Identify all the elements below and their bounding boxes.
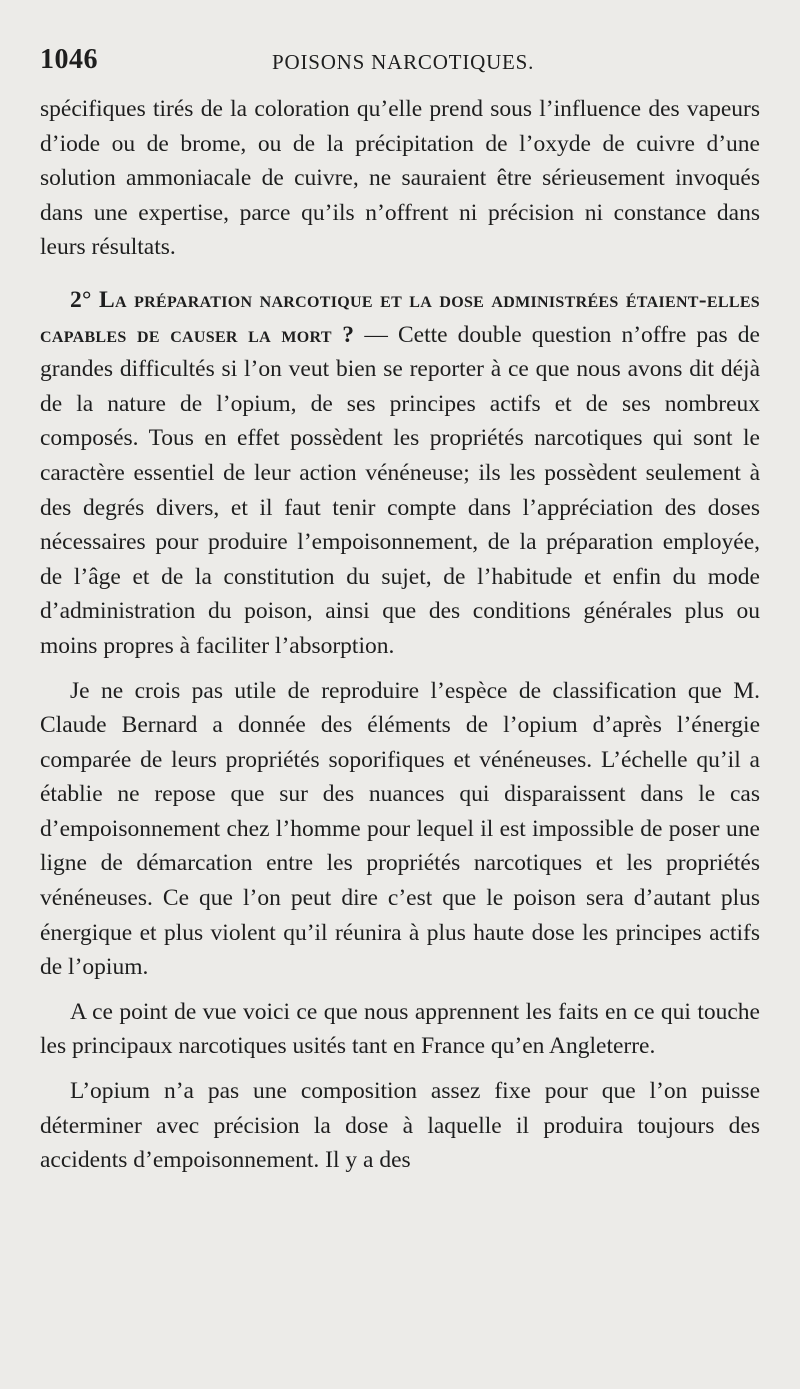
running-header <box>40 34 760 86</box>
paragraph-opium: L’opium n’a pas une composition assez fixe pour que l’on puisse déterminer avec précision la dose à laquelle il produira toujours des accidents d’empoisonnement. Il y a des <box>40 1078 760 1174</box>
page-number: 1046 <box>40 44 98 75</box>
section-heading: 2° La préparation narcotique et la dose administrées étaient-elles capables de causer la mort ? <box>40 286 760 348</box>
section-text: — Cette double question n’offre pas de grandes difficultés si l’on veut bien se reporter à ce que nous avons dit déjà de la nature de l’opium, de ses principes actifs et de ses nombreux composés. Tous en effet possèdent les propriétés narcotiques qui sont le caractère essentiel de leur action vénéneuse; ils les possèdent seulement à des degrés divers, et il faut tenir compte dans l’appréciation des doses nécessaires pour produire l’empoisonnement, de la préparation employée, de l’âge et de la constitution du sujet, de l’habitude et enfin du mode d’administration du poison, ainsi que des conditions générales plus ou moins propres à faciliter l’absorption. <box>40 321 760 659</box>
running-title: POISONS NARCOTIQUES. <box>272 50 535 74</box>
body-text <box>40 92 760 1178</box>
paragraph-facts: A ce point de vue voici ce que nous apprennent les faits en ce qui touche les principaux narcotiques usités tant en France qu’en Angleterre. <box>40 998 760 1060</box>
paragraph-continuation: spécifiques tirés de la coloration qu’elle prend sous l’influence des vapeurs d’iode ou de brome, ou de la précipitation de l’oxyde de cuivre d’une solution ammoniacale de cuivre, ne sauraient être sérieusement invoqués dans une expertise, parce qu’ils n’offrent ni précision ni constance dans leurs résultats. <box>40 96 760 261</box>
paragraph-classification: Je ne crois pas utile de reproduire l’espèce de classification que M. Claude Bernard a donnée des éléments de l’opium d’après l’énergie comparée de leurs propriétés soporifiques et vénéneuses. L’échelle qu’il a établie ne repose que sur des nuances qui disparaissent dans le cas d’empoisonnement chez l’homme pour lequel il est impossible de poser une ligne de démarcation entre les propriétés narcotiques et les propriétés vénéneuses. Ce que l’on peut dire c’est que le poison sera d’autant plus énergique et plus violent qu’il réunira à plus haute dose les principes actifs de l’opium. <box>40 677 760 981</box>
paragraph-question <box>40 283 760 664</box>
